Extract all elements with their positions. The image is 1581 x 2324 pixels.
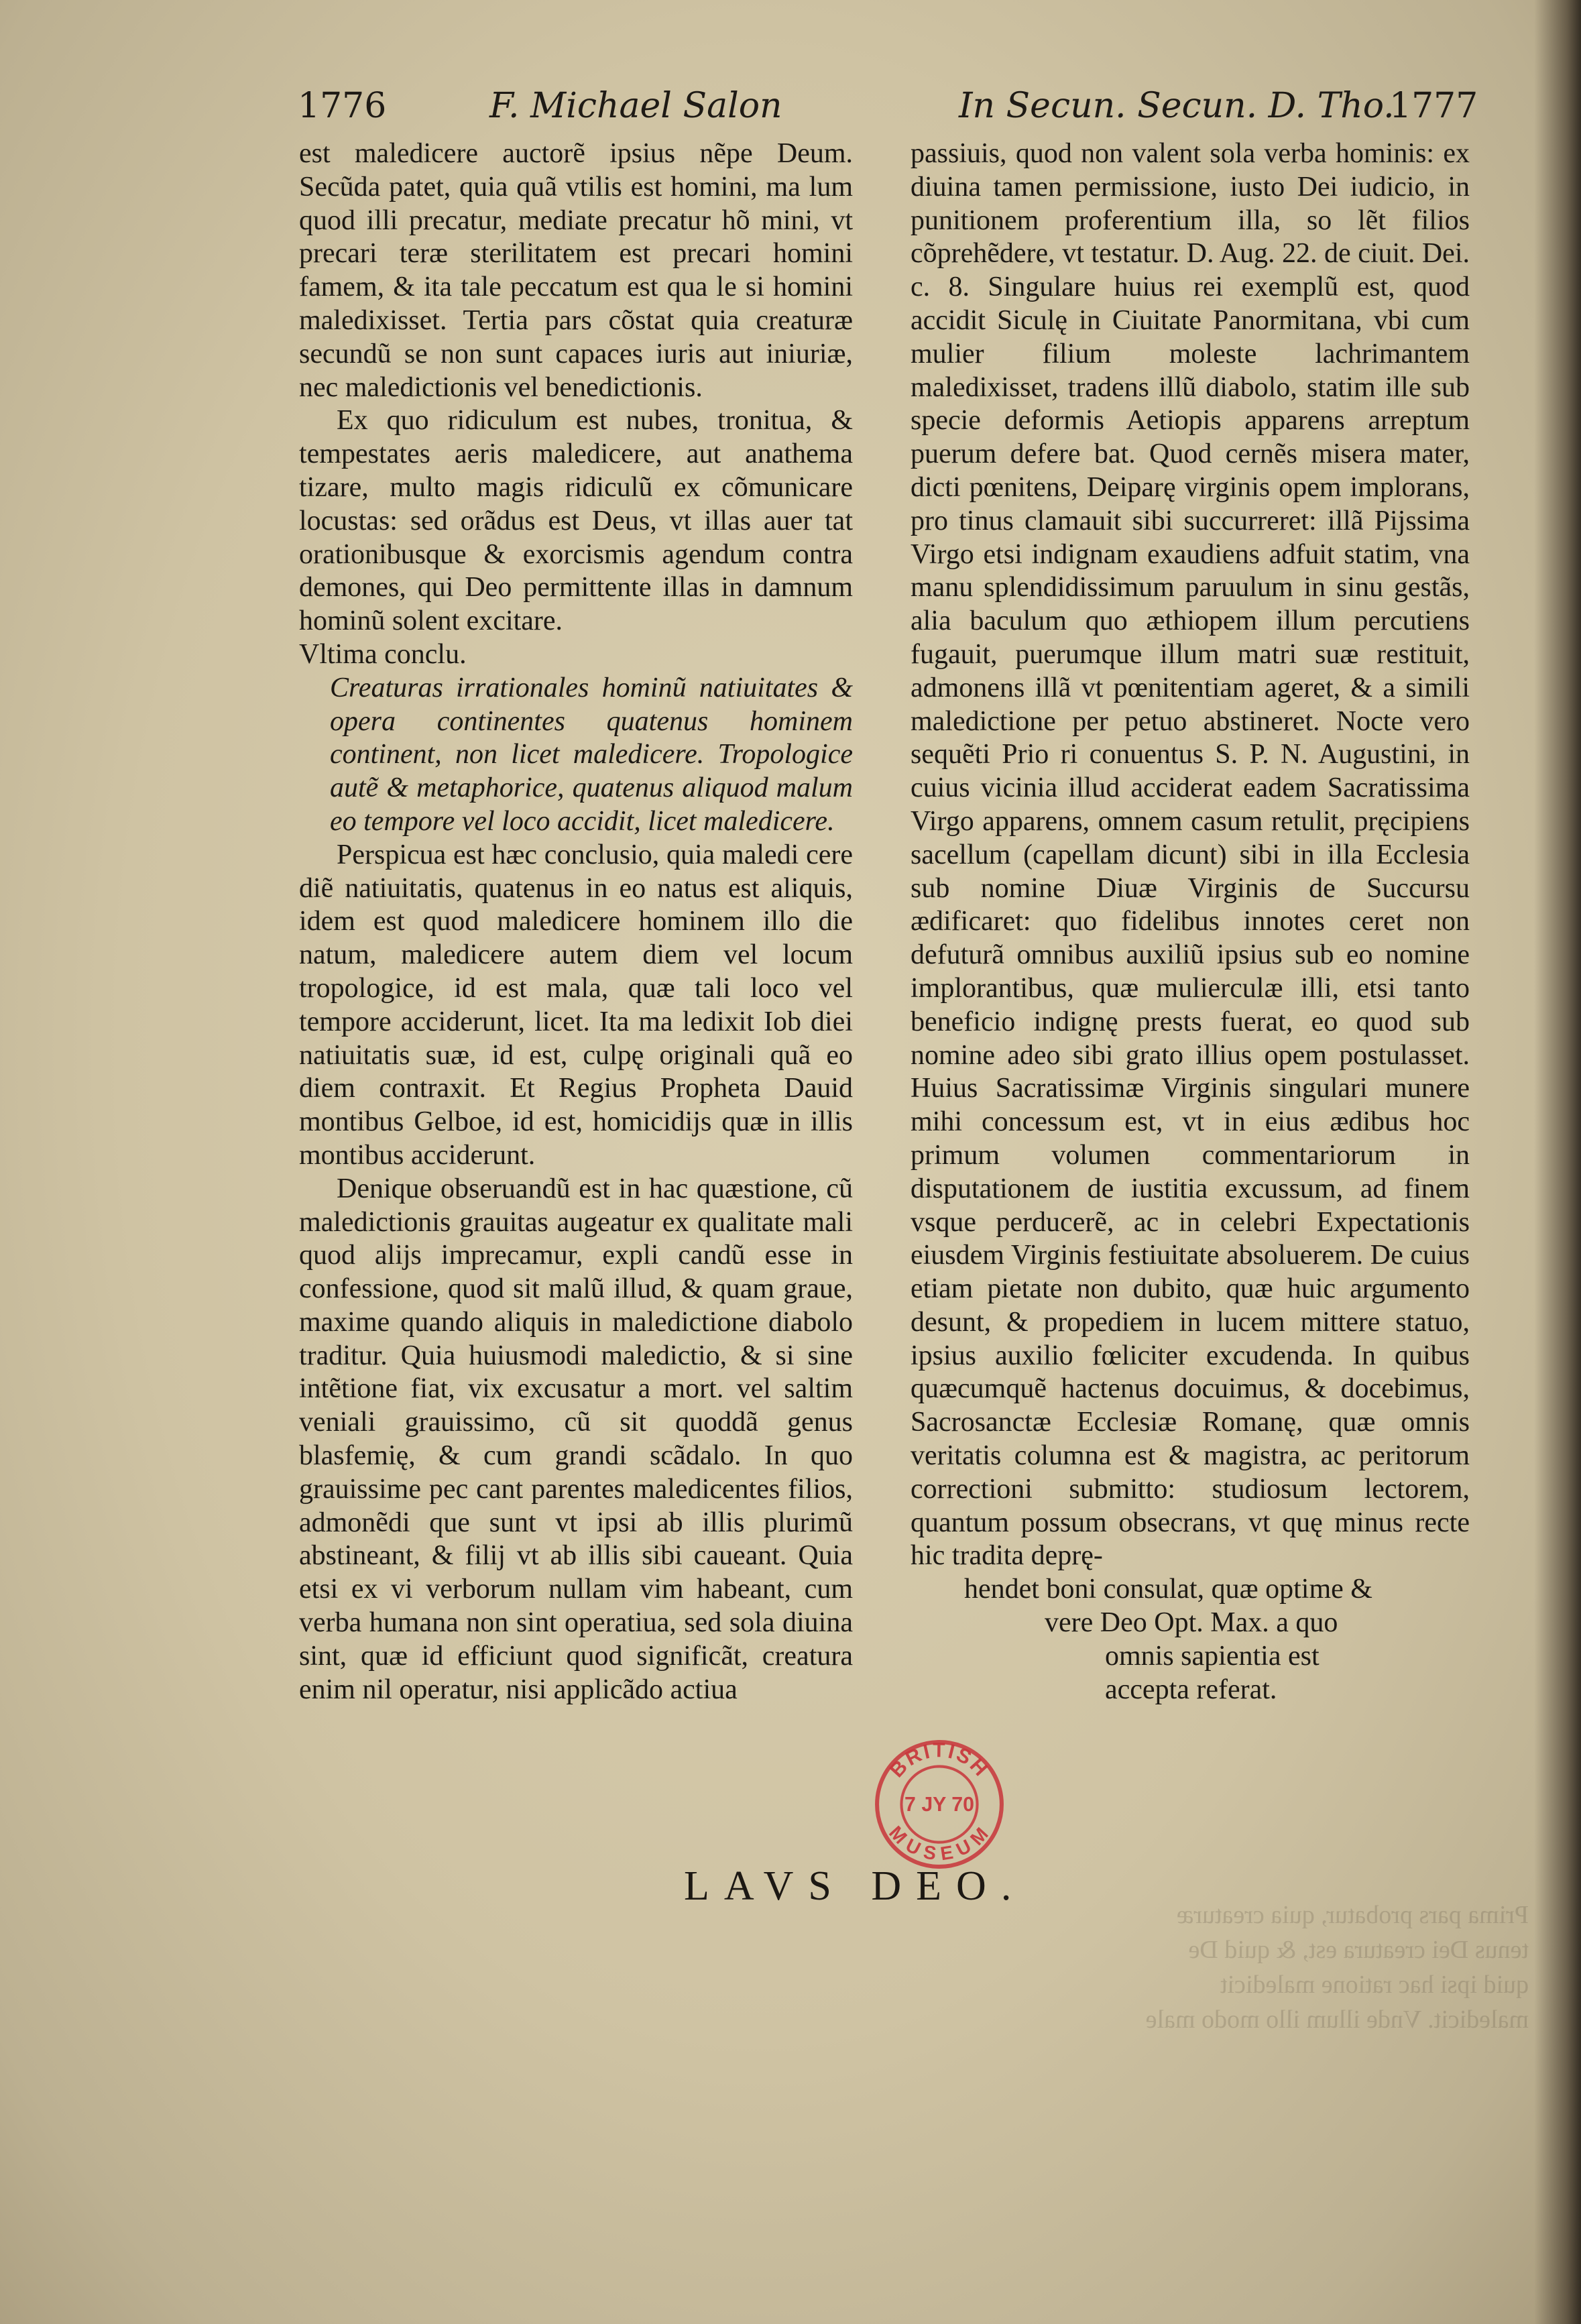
left-paragraph-1: est maledicere auctorẽ ipsius nẽpe Deum. Secũda patet, quia quã vtilis est homini, ma lum quod illi precatur, mediate precatur hõ mini, vt precari teræ sterilitatem est precari homini famem, & ita tale peccatum est qua le si homini maledixisset. Tertia pars cõstat quia creaturæ secundũ se non sunt capaces iuris aut iniuriæ, nec maledictionis vel benedictionis. [299, 138, 853, 403]
bleed-line: tenus Dei creatura est, & quid De [1188, 1936, 1529, 1964]
closing-line-3: omnis sapientia est accepta referat. [1105, 1640, 1320, 1705]
left-text-column [299, 137, 853, 1706]
right-text-column [911, 137, 1470, 1706]
laus-deo-colophon: LAVS DEO. [684, 1863, 1027, 1909]
running-title-left: F. Michael Salon [489, 86, 782, 126]
conclusion-heading: Vltima conclu. [299, 638, 467, 670]
page-gutter-shadow [1534, 0, 1581, 2324]
closing-line-1: hendet boni consulat, quæ optime & [964, 1574, 1372, 1605]
running-title-right: In Secun. Secun. D. Tho. [959, 86, 1395, 126]
bleed-line: Prima pars probatur, quia creaturæ [1176, 1901, 1529, 1929]
library-stamp-icon [872, 1737, 1007, 1872]
bleed-line: quid ipsi hac ratione maledicit [1220, 1971, 1529, 1999]
left-paragraph-3: Perspicua est hæc conclusio, quia maledi cere diẽ natiuitatis, quatenus in eo natus est aliquis, idem est quod maledicere hominem illo die natum, maledicere autem diem vel locum tropologice, id est mala, quæ tali loco vel tempore acciderunt, licet. Ita ma ledixit Iob diei natiuitatis suæ, id est, culpę originali quã eo diem contraxit. Et Regius Propheta Dauid montibus Gelboe, id est, homicidijs quæ in illis montibus acciderunt. [299, 839, 853, 1171]
bleed-through-text [657, 1898, 1529, 2112]
svg-text:BRITISH [886, 1739, 993, 1782]
left-paragraph-2: Ex quo ridiculum est nubes, tronitua, & tempestates aeris maledicere, aut anathema tizare, multo magis ridiculũ ex cõmunicare locustas: sed orãdus est Deus, vt illas auer tat orationibusque & exorcismis agendum contra demones, qui Deo permittente illas in damnum hominũ solent excitare. [299, 405, 853, 637]
conclusion-statement: Creaturas irrationales hominũ natiuitates & opera continentes quatenus hominem continent, non licet maledicere. Tropologice autẽ & metaphorice, quatenus aliquod malum eo tempore vel loco accidit, licet maledicere. [330, 672, 853, 837]
stamp-date: 7 JY 70 [904, 1794, 974, 1816]
left-paragraph-4: Denique obseruandũ est in hac quæstione, cũ maledictionis grauitas augeatur ex qualitate mali quod alijs imprecamur, expli candũ esse in confessione, quod sit malũ illud, & quam graue, maxime quando aliquis in maledictione diabolo traditur. Quia huiusmodi maledictio, & si sine intẽtione fiat, vix excusatur a mort. vel saltim veniali grauissimo, cũ sit quoddã genus blasfemię, & cum grandi scãdalo. In quo grauissime pec cant parentes maledicentes filios, admonẽdi que sunt vt ipsi ab illis plurimũ abstineant, & filij vt ab illis sibi caueant. Quia etsi ex vi verborum nullam vim habeant, cum verba humana non sint operatiua, sed sola diuina sint, quæ id efficiunt quod significãt, creatura enim nil operatur, nisi applicãdo actiua [299, 1173, 853, 1705]
bleed-line: maledicit. Vnde illum illo modo male [1145, 2006, 1529, 2034]
stamp-bottom-text: MUSEUM [885, 1821, 994, 1865]
right-paragraph-1: passiuis, quod non valent sola verba hominis: ex diuina tamen permissione, iusto Dei iudicio, in punitionem proferentium illa, so lẽt filios cõprehẽdere, vt testatur. D. Aug. 22. de ciuit. Dei. c. 8. Singulare huius rei exemplũ est, quod accidit Siculę in Ciuitate Panormitana, vbi cum mulier filium moleste lachrimantem maledixisset, tradens illũ diabolo, statim ille sub specie deformis Aetiopis apparens arreptum puerum defere bat. Quod cernẽs misera mater, dicti pœnitens, Deiparę virginis opem implorans, pro tinus clamauit sibi succurreret: illã Pijssima Virgo etsi indignam exaudiens adfuit statim, vna manu splendidissimum paruulum in sinu gestãs, alia baculum quo æthiopem illum percutiens fugauit, puerumque illum matri suæ restituit, admonens illã vt pœnitentiam ageret, & a simili maledictione per petuo abstineret. Nocte vero sequẽti Prio ri conuentus S. P. N. Augustini, in cuius vicinia illud acciderat eadem Sacratissima Virgo apparens, omnem casum retulit, pręcipiens sacellum (capellam dicunt) sibi in illa Ecclesia sub nomine Diuæ Virginis de Succursu ædificaret: quo fidelibus innotes ceret non defuturã omnibus auxiliũ ipsius sub eo nomine implorantibus, quæ mulierculæ illi, etsi tanto beneficio indignę prests fuerat, eo quod sub nomine adeo sibi grato illius opem postulasset. Huius Sacratissimæ Virginis singulari munere mihi concessum est, vt in eius ædibus hoc primum volumen commentariorum in disputationem de iustitia excussum, ad finem vsque perducerẽ, ac in celebri Expectationis eiusdem Virginis festiuitate absoluerem. De cuius etiam pietate non dubito, quæ huic argumento desunt, & propediem in lucem mittere statuo, ipsius auxilio fœliciter excudenda. In quibus quæcumquẽ hactenus docuimus, & docebimus, Sacrosanctæ Ecclesiæ Romanę, quæ omnis veritatis columna est & magistra, ac peritorum correctioni submitto: studiosum lectorem, quantum possum obsecrans, vt quę minus recte hic tradita deprę- [911, 138, 1470, 1572]
stamp-top-text: BRITISH [886, 1739, 993, 1782]
page-number-right: 1777 [1389, 86, 1478, 126]
page-number-left: 1776 [298, 86, 387, 126]
closing-line-2: vere Deo Opt. Max. a quo [1045, 1607, 1338, 1639]
